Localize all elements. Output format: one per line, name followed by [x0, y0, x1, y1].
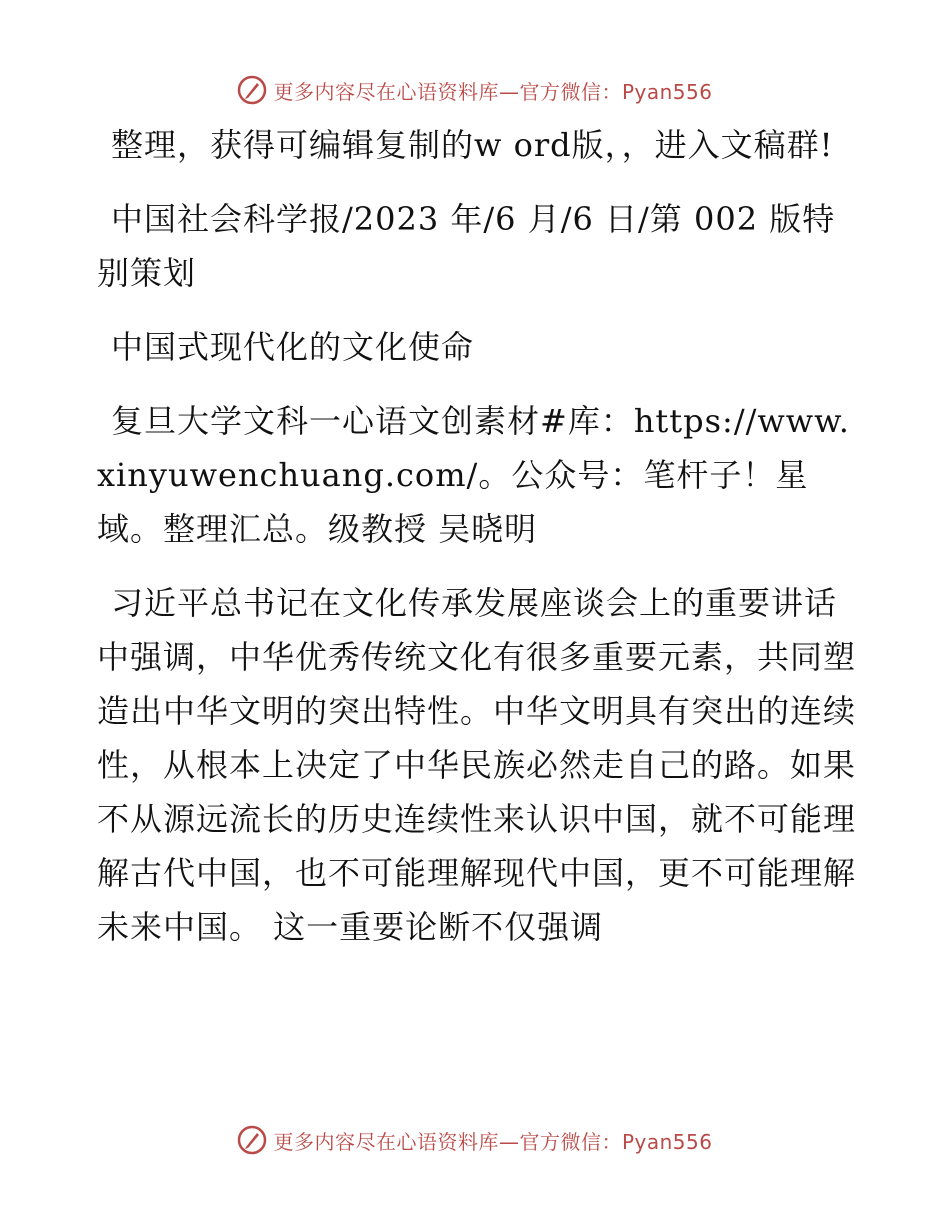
footer-watermark	[0, 1120, 950, 1160]
intro-paragraph	[97, 118, 857, 172]
document-body	[97, 118, 857, 974]
quill-logo-icon	[237, 1125, 267, 1155]
article-title-text: 中国式现代化的文化使命	[111, 328, 475, 366]
header-watermark	[0, 70, 950, 110]
body-paragraph	[97, 576, 857, 954]
intro-text: 整理，获得可编辑复制的w ord版，，进入文稿群!	[111, 126, 834, 164]
article-title	[97, 320, 857, 374]
body-text: 习近平总书记在文化传承发展座谈会上的重要讲话中强调，中华优秀传统文化有很多重要元素，共同塑造出中华文明的突出特性。中华文明具有突出的连续性，从根本上决定了中华民族必然走自己的路。如果不从源远流长的历史连续性来认识中国，就不可能理解古代中国，也不可能理解现代中国，更不可能理解未来中国。 这一重要论断不仅强调	[97, 584, 857, 946]
source-text: 中国社会科学报/2023 年/6 月/6 日/第 002 版特别策划	[97, 200, 836, 292]
author-text: 复旦大学文科一心语文创素材#库：https://www.xinyuwenchuang.com/。公众号：笔杆子！星域。整理汇总。级教授 吴晓明	[97, 402, 850, 548]
author-line	[97, 394, 857, 556]
quill-logo-icon	[237, 75, 267, 105]
watermark-text: 更多内容尽在心语资料库—官方微信：Pyan556	[273, 79, 713, 104]
watermark-text: 更多内容尽在心语资料库—官方微信：Pyan556	[273, 1129, 713, 1154]
source-line	[97, 192, 857, 300]
